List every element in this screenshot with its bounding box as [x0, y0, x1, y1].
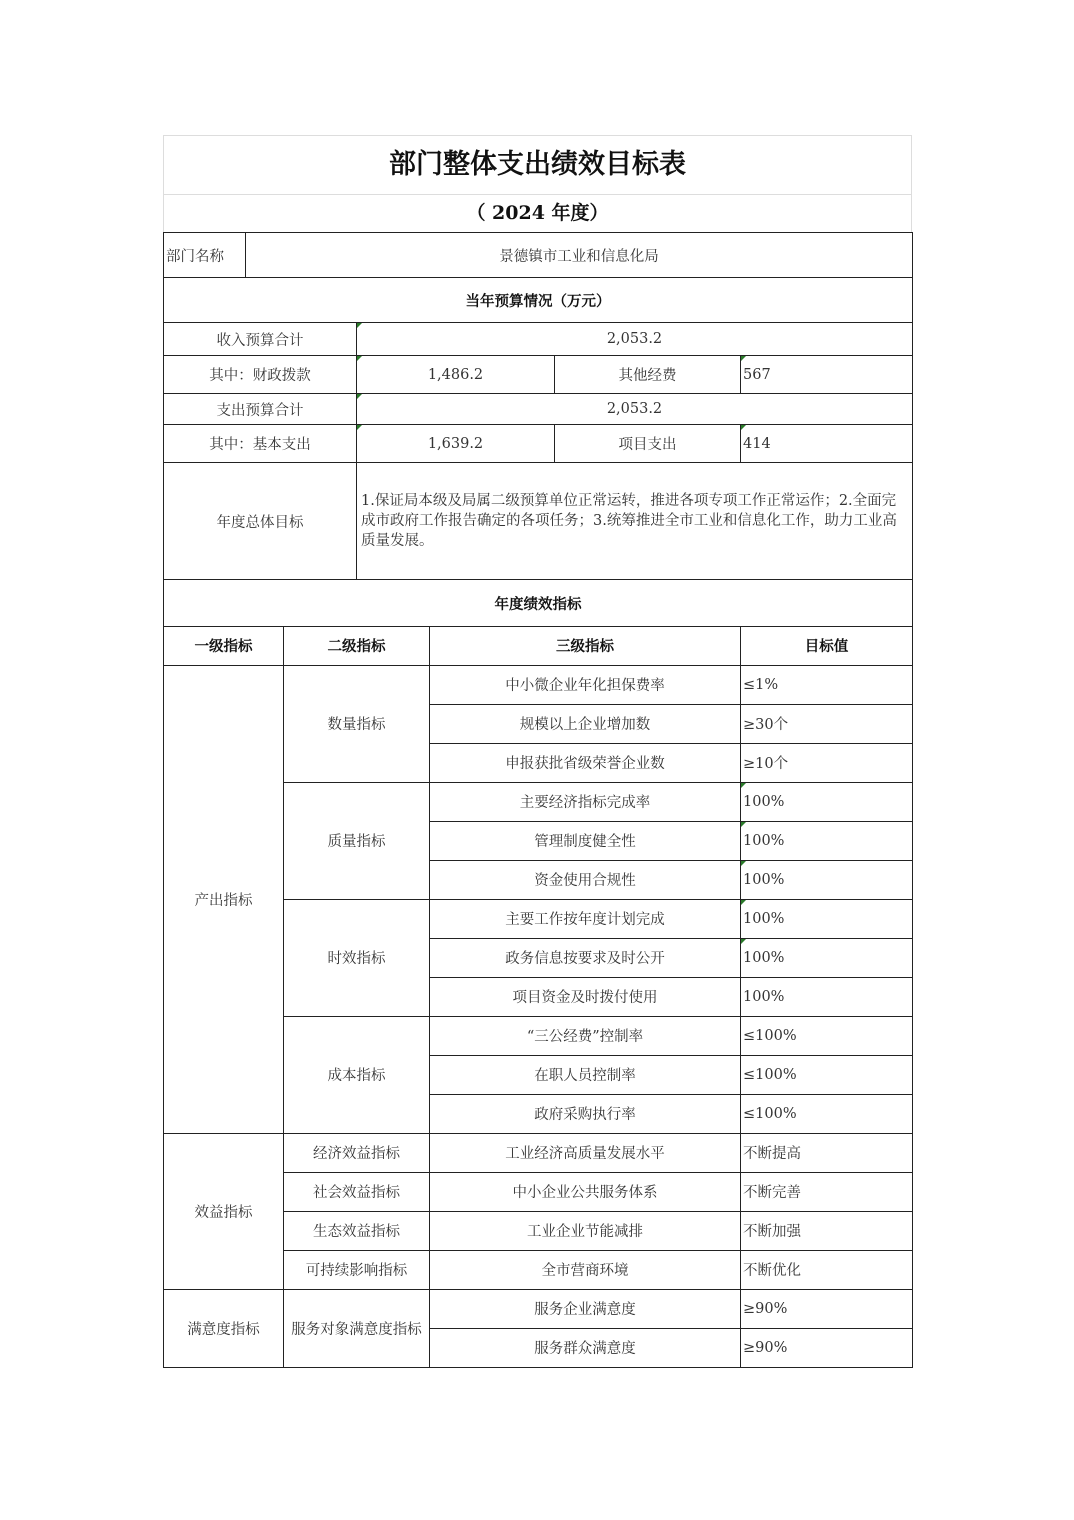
col-header: 三级指标: [430, 626, 741, 665]
basic-label: 其中：基本支出: [164, 425, 357, 463]
target-value: ≤100%: [741, 1055, 913, 1094]
goal-label: 年度总体目标: [164, 463, 357, 580]
fiscal-label: 其中：财政拨款: [164, 356, 357, 394]
year-subtitle: （ 2024 年度）: [466, 202, 609, 224]
target-value: 不断优化: [741, 1250, 913, 1289]
page-title: 部门整体支出绩效目标表: [164, 136, 911, 195]
expense-total-label: 支出预算合计: [164, 394, 357, 425]
indicator-table: [163, 626, 913, 1368]
col-header: 一级指标: [164, 626, 284, 665]
table-row: [164, 665, 913, 704]
level3-indicator: 政府采购执行率: [430, 1094, 741, 1133]
target-value: 100%: [741, 938, 913, 977]
income-total: 2,053.2: [357, 323, 913, 356]
level2-indicator: 生态效益指标: [284, 1211, 430, 1250]
target-value: ≥90%: [741, 1328, 913, 1367]
perf-header: 年度绩效指标: [164, 580, 913, 627]
budget-header: 当年预算情况（万元）: [164, 278, 913, 323]
level3-indicator: 在职人员控制率: [430, 1055, 741, 1094]
basic-value: 1,639.2: [357, 425, 555, 463]
other-label: 其他经费: [555, 356, 741, 394]
goal-text: 1.保证局本级及局属二级预算单位正常运转，推进各项专项工作正常运作；2.全面完成市政府工作报告确定的各项任务；3.统筹推进全市工业和信息化工作，助力工业高质量发展。: [357, 463, 913, 580]
target-value: 100%: [741, 899, 913, 938]
fiscal-value: 1,486.2: [357, 356, 555, 394]
table-row: [164, 1133, 913, 1172]
performance-table: [163, 135, 912, 1368]
level3-indicator: 申报获批省级荣誉企业数: [430, 743, 741, 782]
col-header: 二级指标: [284, 626, 430, 665]
target-value: ≤100%: [741, 1094, 913, 1133]
level3-indicator: 主要工作按年度计划完成: [430, 899, 741, 938]
level2-indicator: 经济效益指标: [284, 1133, 430, 1172]
level3-indicator: 中小企业公共服务体系: [430, 1172, 741, 1211]
level1-indicator: 产出指标: [164, 665, 284, 1133]
other-value: 567: [741, 356, 913, 394]
target-value: ≥90%: [741, 1289, 913, 1328]
level3-indicator: 资金使用合规性: [430, 860, 741, 899]
level2-indicator: 服务对象满意度指标: [284, 1289, 430, 1367]
level2-indicator: 质量指标: [284, 782, 430, 899]
target-value: 不断完善: [741, 1172, 913, 1211]
level2-indicator: 时效指标: [284, 899, 430, 1016]
target-value: 100%: [741, 860, 913, 899]
dept-value: 景德镇市工业和信息化局: [246, 233, 913, 278]
level3-indicator: 规模以上企业增加数: [430, 704, 741, 743]
level2-indicator: 成本指标: [284, 1016, 430, 1133]
level3-indicator: “三公经费”控制率: [430, 1016, 741, 1055]
target-value: 100%: [741, 977, 913, 1016]
budget-table: [163, 232, 913, 627]
level3-indicator: 管理制度健全性: [430, 821, 741, 860]
level3-indicator: 工业企业节能减排: [430, 1211, 741, 1250]
dept-label: 部门名称: [164, 233, 246, 278]
level3-indicator: 服务企业满意度: [430, 1289, 741, 1328]
table-row: [164, 1289, 913, 1328]
target-value: ≥30个: [741, 704, 913, 743]
level1-indicator: 效益指标: [164, 1133, 284, 1289]
level2-indicator: 数量指标: [284, 665, 430, 782]
level3-indicator: 主要经济指标完成率: [430, 782, 741, 821]
target-value: 100%: [741, 782, 913, 821]
expense-total: 2,053.2: [357, 394, 913, 425]
level3-indicator: 中小微企业年化担保费率: [430, 665, 741, 704]
target-value: ≥10个: [741, 743, 913, 782]
level2-indicator: 可持续影响指标: [284, 1250, 430, 1289]
target-value: ≤100%: [741, 1016, 913, 1055]
level3-indicator: 服务群众满意度: [430, 1328, 741, 1367]
project-value: 414: [741, 425, 913, 463]
level2-indicator: 社会效益指标: [284, 1172, 430, 1211]
level3-indicator: 政务信息按要求及时公开: [430, 938, 741, 977]
target-value: 100%: [741, 821, 913, 860]
level3-indicator: 项目资金及时拨付使用: [430, 977, 741, 1016]
level3-indicator: 工业经济高质量发展水平: [430, 1133, 741, 1172]
target-value: ≤1%: [741, 665, 913, 704]
level3-indicator: 全市营商环境: [430, 1250, 741, 1289]
project-label: 项目支出: [555, 425, 741, 463]
level1-indicator: 满意度指标: [164, 1289, 284, 1367]
target-value: 不断加强: [741, 1211, 913, 1250]
income-total-label: 收入预算合计: [164, 323, 357, 356]
col-header: 目标值: [741, 626, 913, 665]
target-value: 不断提高: [741, 1133, 913, 1172]
